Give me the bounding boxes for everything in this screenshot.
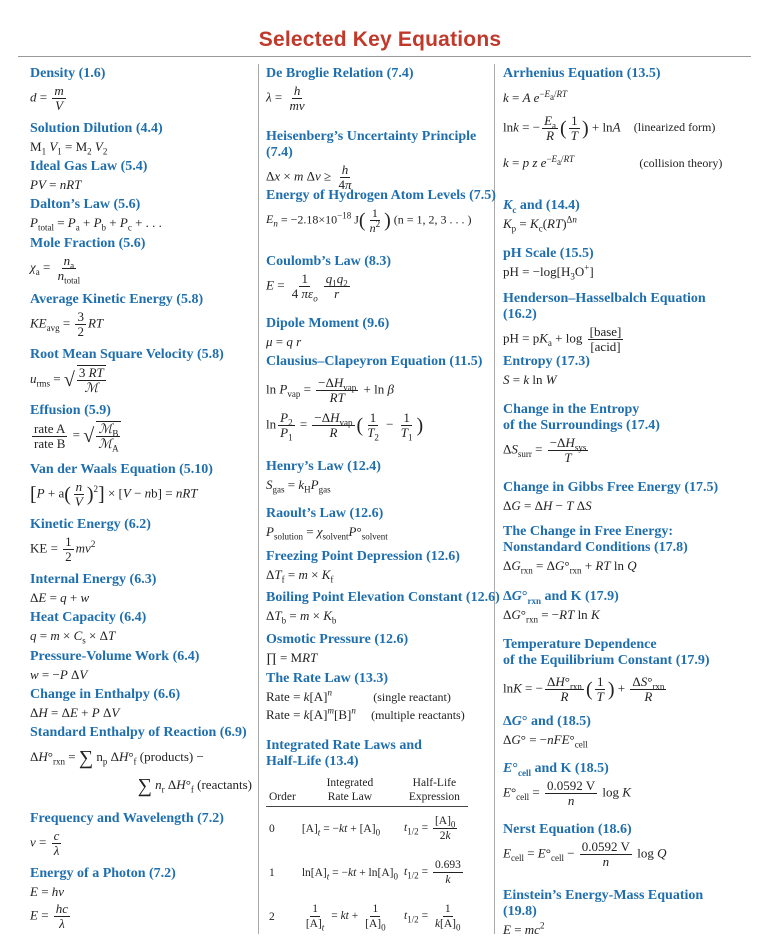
section-heading: Heat Capacity (6.4): [30, 610, 147, 625]
equation: ∑ $n_r$ $\Delta H^\circ_f$ (reactants): [137, 775, 252, 798]
equation: E = $\frac{hc}{\lambda}$: [30, 901, 69, 931]
equation: $\frac{\text{rate A}}{\text{rate B}}$ = √ $\frac{ℳ_B}{ℳ_A}$: [34, 420, 119, 454]
section-entropy: [503, 354, 731, 388]
equation: $E^\circ_{cell}$ = $\frac{0.0592 V}{n}$ log K: [503, 778, 631, 808]
equation: $\Delta T_f = m \times K_f$: [266, 567, 334, 585]
table-header-row: [266, 774, 468, 807]
section-heading: Freezing Point Depression (12.6): [266, 549, 460, 564]
equation: ν = $\frac{c}{\lambda}$: [30, 828, 60, 858]
equation: Rate = $k[A]^n$ (single reactant): [266, 687, 451, 704]
equation: $E = mc^2$: [503, 920, 545, 937]
section-heading: Internal Energy (6.3): [30, 572, 157, 587]
section-pv-work: [30, 649, 252, 683]
order-cell: 0: [269, 822, 275, 835]
equation: μ = q r: [266, 334, 302, 349]
section-heading: Mole Fraction (5.6): [30, 236, 146, 251]
section-heading: Change in the Entropy of the Surroundings (17.4): [503, 402, 660, 433]
section-heading: Coulomb’s Law (8.3): [266, 254, 392, 269]
equation: $\Delta S_{surr}$ = $\frac{-\Delta H_{sys}}{T}$: [503, 435, 587, 465]
column-divider: [258, 64, 259, 934]
section-heading: $E^\circ_{cell}$ and K (18.5): [503, 761, 609, 778]
section-entropy-surroundings: [503, 402, 731, 465]
equation: $K_p = K_c(RT)^{\Delta n}$: [503, 214, 577, 234]
section-mole-fraction: [30, 236, 252, 286]
section-effusion: [30, 403, 252, 454]
section-arrhenius: [503, 66, 731, 171]
section-ecell-and-k: [503, 761, 731, 808]
rate-law-table: [266, 774, 468, 939]
section-standard-enthalpy: [30, 725, 252, 798]
equation: $\Delta G^\circ = -nFE^\circ_{cell}$: [503, 732, 588, 750]
section-heisenberg: [266, 129, 500, 192]
equation: d = $\frac{m}{V}$: [30, 83, 64, 113]
section-heading: pH Scale (15.5): [503, 246, 594, 261]
equation: lnK = − $\frac{\Delta H^\circ_{rxn}}{R}$ ( $\frac{1}{T}$ ) + $\frac{\Delta S^\circ_{rxn}}{R}$: [503, 674, 665, 704]
section-coulombs-law: [266, 254, 500, 304]
section-rate-law: [266, 671, 500, 723]
section-heading: Standard Enthalpy of Reaction (6.9): [30, 725, 247, 740]
section-heading: Dalton’s Law (5.6): [30, 197, 141, 212]
equation: pH = $pK_a + \log$ $\frac{\text{[base]}}{\text{[acid]}}$: [503, 324, 622, 354]
half-life-cell: $t_{1/2}$ = $\frac{[A]_0}{2k}$: [403, 815, 456, 843]
equation: k = A $e^{-E_a/RT}$: [503, 88, 567, 105]
section-heading: Van der Waals Equation (5.10): [30, 462, 213, 477]
table-row: [266, 895, 468, 939]
section-solution-dilution: [30, 121, 252, 155]
section-delta-g-ecell: [503, 714, 731, 748]
equation: $\ln P_{vap}$ = $\frac{-\Delta H_{vap}}{RT}$ + ln β: [266, 375, 394, 405]
equation: $P_{total} = P_a + P_b + P_c$ + . . .: [30, 215, 162, 233]
section-heading: Density (1.6): [30, 66, 106, 81]
section-average-kinetic-energy: [30, 292, 252, 339]
section-heading: Ideal Gas Law (5.4): [30, 159, 148, 174]
section-daltons-law: [30, 197, 252, 231]
equation: Δx × m Δν ≥ $\frac{h}{4\pi}$: [266, 162, 352, 192]
section-rms-velocity: [30, 347, 252, 395]
equation: ln $\frac{P_2}{P_1}$ = $\frac{-\Delta H_{vap}}{R}$ ( $\frac{1}{T_2}$ − $\frac{1}{T_1}$ ): [266, 410, 424, 443]
multiple-reactants-note: (multiple reactants): [371, 708, 465, 722]
section-integrated-rate-laws: [266, 738, 500, 939]
section-kc-kp: [503, 198, 731, 232]
section-delta-g-and-k: [503, 589, 731, 623]
section-heading: Dipole Moment (9.6): [266, 316, 390, 331]
section-heading: Entropy (17.3): [503, 354, 590, 369]
section-osmotic-pressure: [266, 632, 500, 666]
order-cell: 2: [269, 910, 275, 923]
section-heading: Nerst Equation (18.6): [503, 822, 632, 837]
section-heading: Effusion (5.9): [30, 403, 111, 418]
equation: $KE_{avg}$ = $\frac{3}{2}$ RT: [30, 309, 104, 339]
section-heading: Average Kinetic Energy (5.8): [30, 292, 204, 307]
equation: $\Delta T_b = m \times K_b$: [266, 608, 337, 626]
section-energy-photon: [30, 866, 252, 931]
section-dipole-moment: [266, 316, 500, 350]
section-heading: Einstein’s Energy-Mass Equation (19.8): [503, 888, 704, 919]
section-heading: $\Delta G^\circ_{rxn}$ and K (17.9): [503, 589, 619, 606]
section-clausius-clapeyron: [266, 354, 500, 443]
equation: $q = m \times C_s \times \Delta T$: [30, 628, 116, 646]
section-heading: The Change in Free Energy: Nonstandard Conditions (17.8): [503, 524, 688, 555]
equation: ΔG = ΔH − T ΔS: [503, 498, 592, 513]
section-nonstandard-free-energy: [503, 524, 731, 574]
section-heading: Clausius–Clapeyron Equation (11.5): [266, 354, 483, 369]
equation: k = p z $e^{-E_a/RT}$ (collision theory): [503, 153, 723, 170]
equation: pH = $-\log[H_3O^+]$: [503, 262, 594, 282]
section-einstein: [503, 888, 731, 938]
section-heading: Osmotic Pressure (12.6): [266, 632, 409, 647]
section-ideal-gas-law: [30, 159, 252, 193]
equation: E = $\frac{1}{4 \pi\varepsilon_o}$ $\frac{q_1q_2}{r}$: [266, 271, 348, 304]
section-hydrogen-energy: [266, 188, 500, 235]
section-henrys-law: [266, 459, 500, 493]
equation: $\Delta G^\circ_{rxn} = -RT$ ln K: [503, 607, 600, 625]
section-heading: Arrhenius Equation (13.5): [503, 66, 661, 81]
section-de-broglie: [266, 66, 500, 113]
section-heading: De Broglie Relation (7.4): [266, 66, 414, 81]
section-heading: Raoult’s Law (12.6): [266, 506, 384, 521]
section-heading: Temperature Dependence of the Equilibrium Constant (17.9): [503, 637, 710, 668]
equation: ΔH = ΔE + P ΔV: [30, 705, 120, 720]
section-change-in-enthalpy: [30, 687, 252, 721]
single-reactant-note: (single reactant): [373, 690, 451, 704]
section-heading: Energy of a Photon (7.2): [30, 866, 176, 881]
equation: $P_{solution} = \chi_{solvent}P^\circ_{solvent}$: [266, 524, 388, 542]
equation: PV = nRT: [30, 177, 82, 192]
section-heading: Root Mean Square Velocity (5.8): [30, 347, 224, 362]
equation: $u_{rms}$ = √ $\frac{3 RT}{\text{ℳ}}$: [30, 365, 104, 395]
section-heading: ΔG° and (18.5): [503, 714, 591, 729]
rate-law-cell: $[A]_t = -kt + [A]_0$: [301, 822, 381, 838]
section-heading: Henry’s Law (12.4): [266, 459, 381, 474]
section-raoults-law: [266, 506, 500, 540]
collision-note: (collision theory): [639, 156, 723, 170]
half-life-cell: $t_{1/2}$ = $\frac{1}{k[A]_0}$: [403, 903, 461, 933]
equation: $\Delta G_{rxn} = \Delta G^\circ_{rxn}$ + RT ln Q: [503, 558, 637, 576]
equation: KE = $\frac{1}{2}$ $mv^2$: [30, 534, 96, 564]
title-rule: [18, 56, 751, 57]
equation: ΔE = q + w: [30, 590, 90, 605]
section-boiling-point: [266, 590, 500, 624]
section-heading: Integrated Rate Laws and Half-Life (13.4): [266, 738, 422, 769]
section-heading: Change in Enthalpy (6.6): [30, 687, 181, 702]
equation: $S_{gas} = k_HP_{gas}$: [266, 477, 331, 495]
equation: $\chi_a$ = $\frac{n_a}{n_{total}}$: [30, 253, 81, 286]
section-frequency-wavelength: [30, 811, 252, 858]
equation: Rate = $k[A]^m[B]^n$ (multiple reactants): [266, 705, 465, 722]
rate-law-cell: $\frac{1}{[A]_t}$ = kt + $\frac{1}{[A]_0}$: [305, 903, 386, 933]
section-heading: Energy of Hydrogen Atom Levels (7.5): [266, 188, 496, 203]
page-title: Selected Key Equations: [258, 28, 502, 51]
section-gibbs-free-energy: [503, 480, 731, 514]
equation: ∏ = MRT: [266, 650, 318, 665]
order-cell: 1: [269, 866, 275, 879]
equation: w = −P ΔV: [30, 667, 88, 682]
equation: λ = $\frac{h}{m\nu}$: [266, 83, 305, 113]
section-density: [30, 66, 252, 113]
section-internal-energy: [30, 572, 252, 606]
equation: $E_n = -2.18\times 10^{-18}$ J( $\frac{1}{n^2}$ ) (n = 1, 2, 3 . . . ): [266, 206, 472, 235]
section-henderson-hasselbalch: [503, 291, 731, 354]
linearized-note: (linearized form): [633, 120, 716, 135]
equation: lnk = − $\frac{E_a}{R}$ ( $\frac{1}{T}$ ) + lnA (linearized form): [503, 113, 716, 143]
section-heat-capacity: [30, 610, 252, 644]
column-header: Integrated Rate Law: [299, 774, 401, 807]
section-freezing-point: [266, 549, 500, 583]
section-kinetic-energy: [30, 517, 252, 564]
section-heading: Frequency and Wavelength (7.2): [30, 811, 224, 826]
equation: [P + a( $\frac{n}{V}$ )$^2$] × [V − nb] = nRT: [30, 479, 198, 509]
section-heading: Heisenberg’s Uncertainty Principle (7.4): [266, 129, 477, 160]
section-heading: Solution Dilution (4.4): [30, 121, 163, 136]
equation: E = hν: [30, 884, 65, 899]
half-life-cell: $t_{1/2}$ = $\frac{0.693}{k}$: [403, 859, 461, 886]
section-heading: Kinetic Energy (6.2): [30, 517, 151, 532]
section-heading: The Rate Law (13.3): [266, 671, 389, 686]
section-van-der-waals: [30, 462, 252, 509]
table-row: [266, 807, 468, 851]
section-heading: Boiling Point Elevation Constant (12.6): [266, 590, 500, 605]
section-heading: Henderson–Hasselbalch Equation (16.2): [503, 291, 706, 322]
section-nernst-equation: [503, 822, 731, 869]
column-header: Half-Life Expression: [401, 774, 468, 807]
column-header: Order: [266, 774, 299, 807]
equation: $\Delta H^\circ_{rxn}$ = ∑ $n_p$ $\Delta H^\circ_f$ (products) −: [30, 747, 204, 770]
section-ph-scale: [503, 246, 731, 280]
equation: S = k ln W: [503, 372, 557, 387]
section-heading: Change in Gibbs Free Energy (17.5): [503, 480, 719, 495]
n-range-note: (n = 1, 2, 3 . . . ): [393, 212, 472, 227]
equation: $M_1$ $V_1 = M_2$ $V_2$: [30, 139, 108, 157]
table-row: [266, 851, 468, 895]
section-heading: Pressure-Volume Work (6.4): [30, 649, 200, 664]
section-temperature-dependence: [503, 637, 731, 704]
section-heading: $K_c$ and (14.4): [503, 198, 580, 215]
equation: $E_{cell} = E^\circ_{cell}$ − $\frac{0.0592 V}{n}$ log Q: [503, 839, 667, 869]
rate-law-cell: $\ln[A]_t = -kt + \ln[A]_0$: [301, 866, 398, 881]
